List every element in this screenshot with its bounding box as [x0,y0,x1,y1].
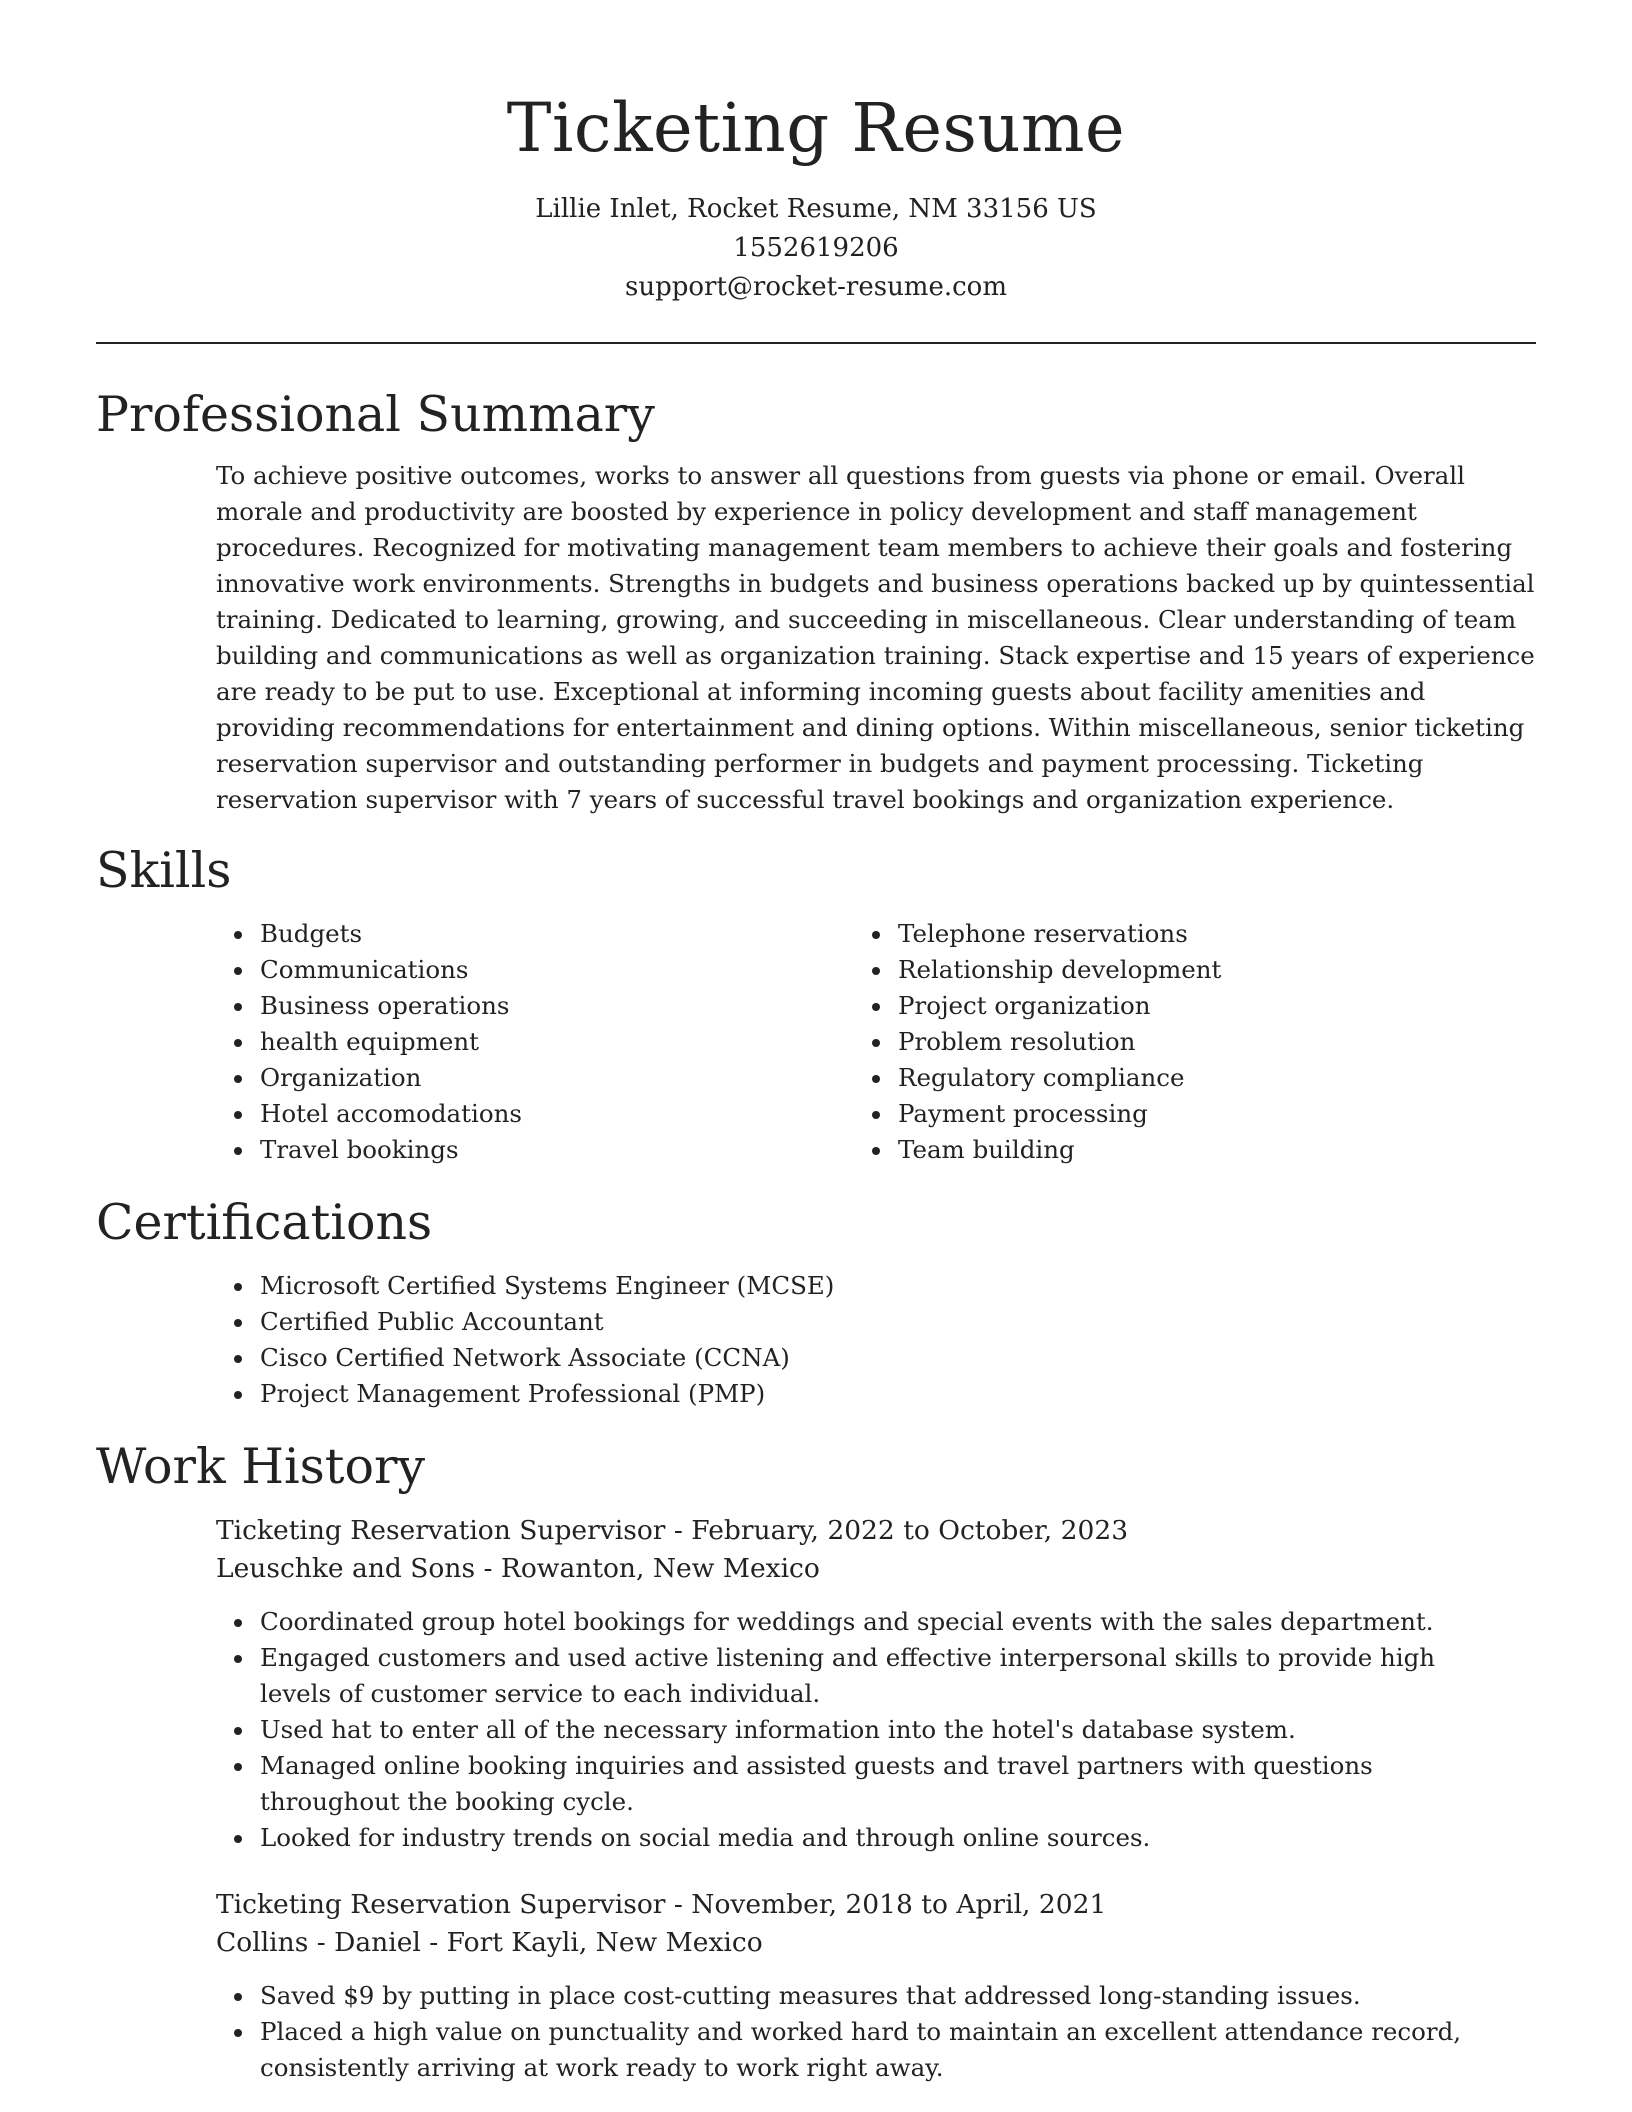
skill-item: Organization [260,1060,898,1096]
job-bullets [96,1978,1536,2086]
job-company-line [216,1924,1536,1962]
job-role: Ticketing Reservation Supervisor [216,1515,666,1546]
job-bullet: Looked for industry trends on social media and through online sources. [260,1820,1510,1856]
skill-item: Payment processing [898,1096,1536,1132]
job-location: - Rowanton, New Mexico [475,1553,820,1584]
job-dates: - November, 2018 to April, 2021 [665,1889,1107,1920]
job-entry [96,1886,1536,2086]
skill-item: Project organization [898,988,1536,1024]
job-bullet: Managed online booking inquiries and assisted guests and travel partners with questions throughout the booking cycle. [260,1748,1510,1820]
certifications-list [96,1268,1536,1412]
job-bullet: Coordinated group hotel bookings for weddings and special events with the sales department. [260,1604,1510,1640]
skills-grid [96,916,1536,1168]
job-title-line [216,1886,1536,1924]
skill-item: Problem resolution [898,1024,1536,1060]
skill-item: Hotel accomodations [260,1096,898,1132]
skill-item: health equipment [260,1024,898,1060]
job-bullet: Engaged customers and used active listening and effective interpersonal skills to provide high levels of customer service to each individual. [260,1640,1510,1712]
skill-item: Telephone reservations [898,916,1536,952]
phone: 1552619206 [733,233,899,263]
certification-item: Project Management Professional (PMP) [260,1376,1536,1412]
summary-section [96,382,1536,818]
address: Lillie Inlet, Rocket Resume, NM 33156 US [535,194,1097,224]
resume-header [96,0,1536,307]
certifications-section [96,1190,1536,1412]
skill-item: Relationship development [898,952,1536,988]
certification-item: Certified Public Accountant [260,1304,1536,1340]
skills-title: Skills [96,842,232,899]
job-role: Ticketing Reservation Supervisor [216,1889,666,1920]
resume-title: Ticketing Resume [506,89,1126,167]
job-bullets [96,1604,1536,1856]
email: support@rocket-resume.com [624,272,1007,302]
job-entry [96,1512,1536,1856]
summary-title: Professional Summary [96,386,655,443]
skill-item: Business operations [260,988,898,1024]
summary-text: To achieve positive outcomes, works to answer all questions from guests via phone or email. Overall morale and productivity are boosted by experience in policy development and staff management procedures. Recognized for motivating management team members to achieve their goals and fostering innovative work environments. Strengths in budgets and business operations backed up by quintessential training. Dedicated to learning, growing, and succeeding in miscellaneous. Clear understanding of team building and communications as well as organization training. Stack expertise and 15 years of experience are ready to be put to use. Exceptional at informing incoming guests about facility amenities and providing recommendations for entertainment and dining options. Within miscellaneous, senior ticketing reservation supervisor and outstanding performer in budgets and payment processing. Ticketing reservation supervisor with 7 years of successful travel bookings and organization experience. [216,461,1535,814]
resume-page [96,0,1536,2086]
skill-item: Budgets [260,916,898,952]
work-title: Work History [96,1438,426,1495]
skill-item: Travel bookings [260,1132,898,1168]
job-title-line [216,1512,1536,1550]
job-company-line [216,1550,1536,1588]
job-company: Leuschke and Sons [216,1553,476,1584]
work-section [96,1434,1536,2086]
job-bullet: Used hat to enter all of the necessary information into the hotel's database system. [260,1712,1510,1748]
job-dates: - February, 2022 to October, 2023 [665,1515,1129,1546]
job-bullet: Saved $9 by putting in place cost-cutting measures that addressed long-standing issues. [260,1978,1510,2014]
contact-block [96,190,1536,307]
certifications-title: Certifications [96,1194,433,1251]
skills-section [96,838,1536,1168]
skill-item: Team building [898,1132,1536,1168]
skills-column-2 [898,916,1536,1168]
job-company: Collins - Daniel [216,1927,421,1958]
certification-item: Cisco Certified Network Associate (CCNA) [260,1340,1536,1376]
skill-item: Regulatory compliance [898,1060,1536,1096]
certification-item: Microsoft Certified Systems Engineer (MCSE) [260,1268,1536,1304]
job-location: - Fort Kayli, New Mexico [420,1927,763,1958]
skills-column-1 [96,916,898,1168]
job-bullet: Placed a high value on punctuality and worked hard to maintain an excellent attendance record, consistently arriving at work ready to work right away. [260,2014,1510,2086]
header-divider [96,342,1536,344]
skill-item: Communications [260,952,898,988]
